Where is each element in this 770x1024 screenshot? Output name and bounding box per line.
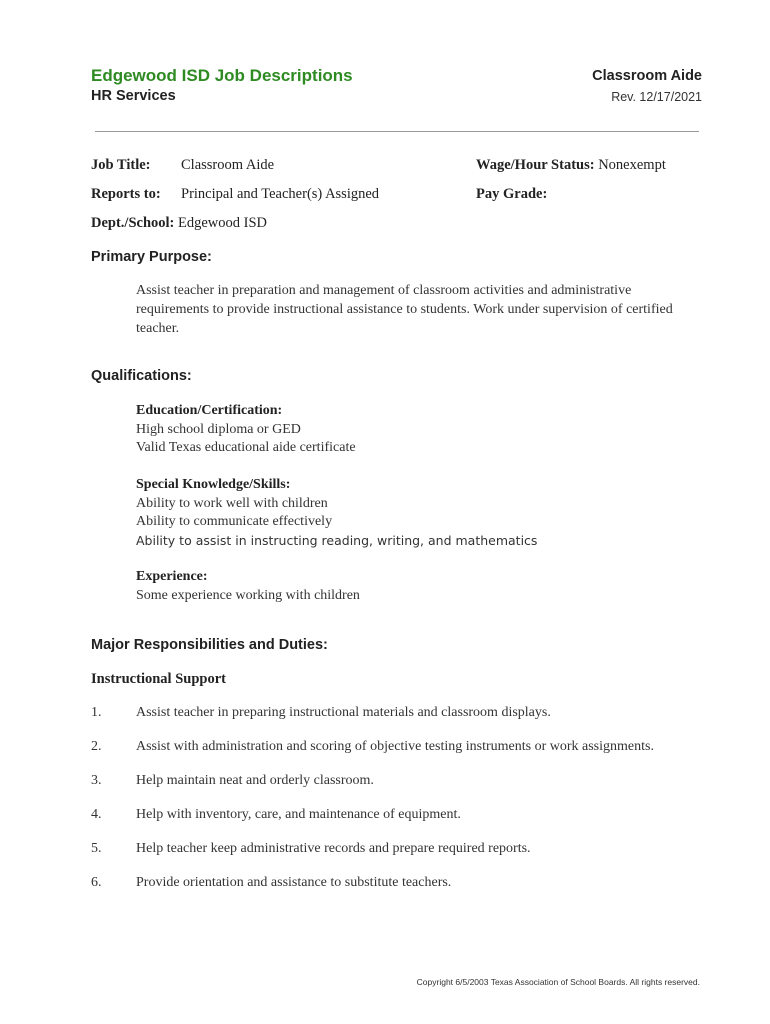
responsibilities-heading: Major Responsibilities and Duties:	[91, 637, 328, 653]
skills-heading: Special Knowledge/Skills:	[136, 477, 291, 492]
duty-number: 5.	[91, 841, 102, 856]
duty-text: Help maintain neat and orderly classroom.	[136, 773, 374, 788]
reports-to-field	[91, 186, 161, 203]
wage-hour-label: Wage/Hour Status:	[476, 157, 595, 173]
skills-item: Ability to assist in instructing reading, writing, and mathematics	[136, 532, 538, 548]
dept-school-field	[91, 215, 267, 232]
education-block	[136, 402, 356, 458]
duty-item	[91, 705, 551, 721]
reports-to-value: Principal and Teacher(s) Assigned	[181, 186, 380, 202]
pay-grade-label: Pay Grade:	[476, 186, 548, 202]
duty-item	[91, 773, 374, 789]
duty-number: 1.	[91, 705, 102, 720]
wage-hour-value: Nonexempt	[598, 157, 666, 173]
experience-block	[136, 568, 360, 605]
education-heading: Education/Certification:	[136, 403, 283, 418]
dept-school-label: Dept./School:	[91, 215, 175, 231]
duty-number: 6.	[91, 875, 102, 890]
duty-item	[91, 875, 451, 891]
duty-number: 2.	[91, 739, 102, 754]
duty-text: Help with inventory, care, and maintenance of equipment.	[136, 807, 461, 822]
department-name: HR Services	[91, 88, 176, 104]
duty-number: 3.	[91, 773, 102, 788]
instructional-support-subheading: Instructional Support	[91, 671, 226, 687]
education-item: High school diploma or GED	[136, 421, 301, 437]
dept-school-value: Edgewood ISD	[178, 215, 268, 231]
job-title-value: Classroom Aide	[181, 157, 275, 173]
duty-item	[91, 807, 461, 823]
primary-purpose-heading: Primary Purpose:	[91, 249, 212, 265]
duty-text: Provide orientation and assistance to substitute teachers.	[136, 875, 452, 890]
experience-heading: Experience:	[136, 569, 208, 584]
duty-item	[91, 841, 531, 857]
qualifications-heading: Qualifications:	[91, 368, 192, 384]
revision-date: Rev. 12/17/2021	[611, 90, 702, 104]
pay-grade-field	[476, 186, 547, 203]
primary-purpose-text: Assist teacher in preparation and management of classroom activities and administrative requirements to provide instructional assistance to students. Work under supervision of certified teacher.	[136, 283, 673, 336]
duty-text: Assist with administration and scoring of objective testing instruments or work assignments.	[136, 739, 654, 754]
duty-text: Assist teacher in preparing instructional materials and classroom displays.	[136, 705, 551, 720]
reports-to-label: Reports to:	[91, 186, 161, 202]
duty-item	[91, 739, 654, 755]
job-title-field	[91, 157, 151, 174]
copyright-footer: Copyright 6/5/2003 Texas Association of School Boards. All rights reserved.	[416, 977, 700, 987]
job-name-header: Classroom Aide	[592, 68, 702, 84]
document-title: Edgewood ISD Job Descriptions	[91, 66, 353, 85]
duty-text: Help teacher keep administrative records and prepare required reports.	[136, 841, 531, 856]
education-item: Valid Texas educational aide certificate	[136, 440, 356, 455]
duty-number: 4.	[91, 807, 102, 822]
skills-item: Ability to communicate effectively	[136, 514, 333, 529]
experience-item: Some experience working with children	[136, 587, 360, 603]
header-divider	[95, 131, 699, 132]
skills-item: Ability to work well with children	[136, 495, 328, 511]
job-title-label: Job Title:	[91, 157, 151, 173]
skills-block	[136, 476, 537, 550]
wage-hour-field	[476, 157, 666, 174]
